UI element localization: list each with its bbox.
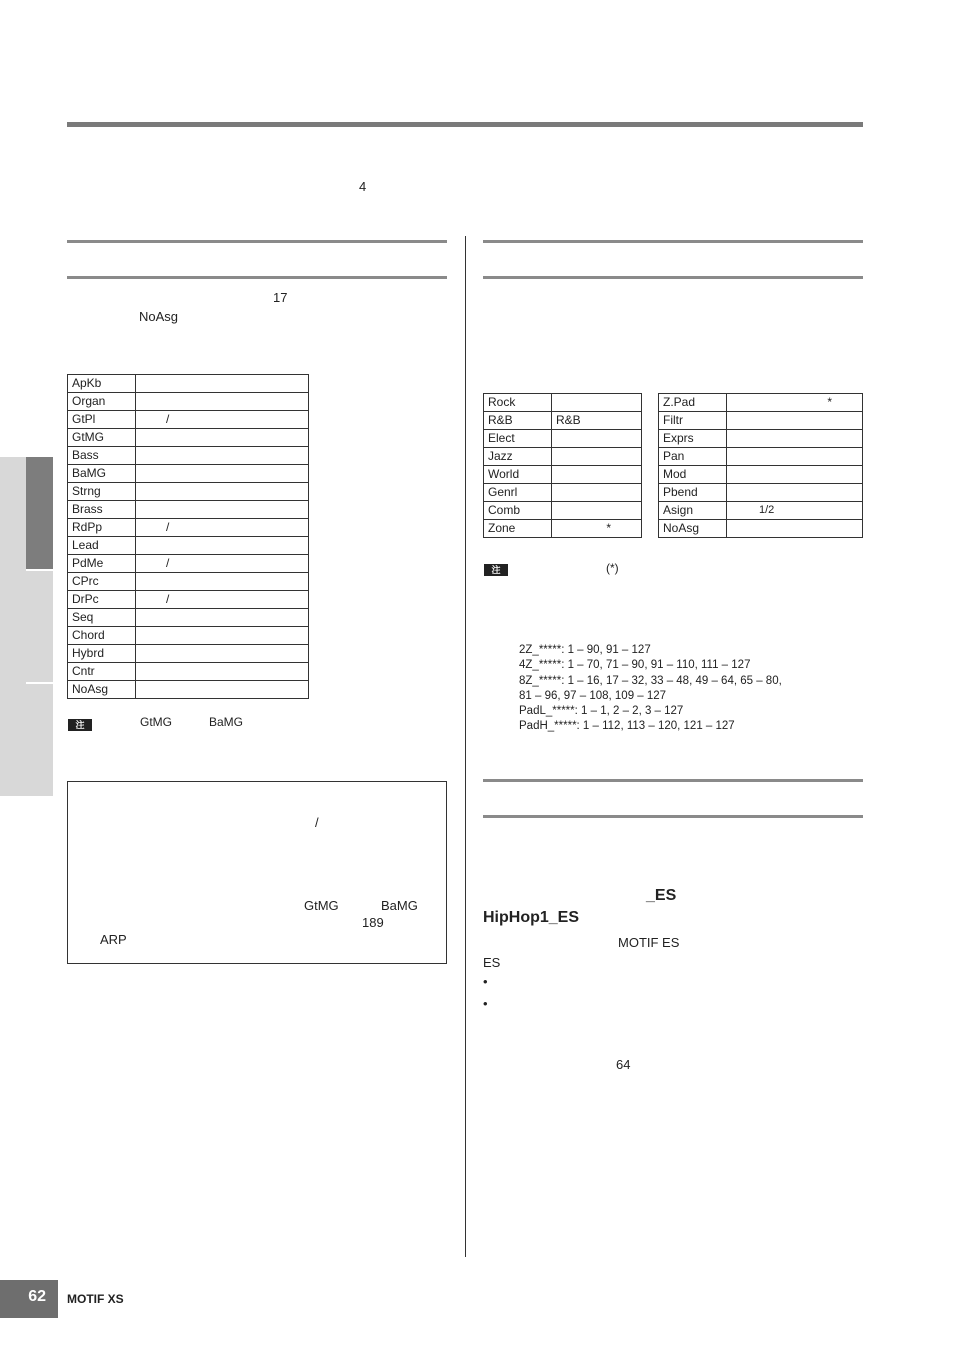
category-code: Asign: [659, 502, 727, 520]
side-tab-strip: [0, 457, 26, 796]
category-desc: [136, 501, 309, 519]
category-code: Rock: [484, 394, 552, 412]
category-code: Genrl: [484, 484, 552, 502]
category-code: Hybrd: [68, 645, 136, 663]
box-arp: ARP: [100, 932, 127, 947]
table-row: [68, 375, 309, 393]
table-row: [484, 430, 642, 448]
table-row: [484, 466, 642, 484]
es-suffix: _ES: [646, 887, 677, 904]
box-slash: /: [315, 815, 319, 830]
category-code: Lead: [68, 537, 136, 555]
category-desc: [727, 520, 863, 538]
table-row: [68, 537, 309, 555]
box-page: 189: [362, 915, 384, 930]
table-row: [659, 520, 863, 538]
category-desc: [136, 465, 309, 483]
category-code: Brass: [68, 501, 136, 519]
side-tab-3: [26, 684, 53, 796]
category-code: Chord: [68, 627, 136, 645]
category-code: RdPp: [68, 519, 136, 537]
category-code: Pan: [659, 448, 727, 466]
table-row: [68, 501, 309, 519]
category-table-a: [483, 393, 642, 538]
category-desc: [727, 466, 863, 484]
top-rule: [67, 122, 863, 127]
category-code: Seq: [68, 609, 136, 627]
category-code: Organ: [68, 393, 136, 411]
category-desc: /: [136, 411, 309, 429]
section3-page-ref: 64: [616, 1057, 631, 1072]
category-desc: [727, 484, 863, 502]
category-desc: [136, 429, 309, 447]
category-desc: [136, 663, 309, 681]
note-icon-right: 注: [484, 564, 508, 576]
category-code: Pbend: [659, 484, 727, 502]
table-row: [484, 484, 642, 502]
table-row: [659, 394, 863, 412]
zone-line: PadH_*****: 1 – 112, 113 – 120, 121 – 127: [519, 720, 735, 733]
zone-line: 81 – 96, 97 – 108, 109 – 127: [519, 689, 667, 702]
category-code: ApKb: [68, 375, 136, 393]
category-table: [67, 374, 309, 699]
left-section-rule-top: [67, 240, 447, 243]
table-row: [68, 609, 309, 627]
zone-line: PadL_*****: 1 – 1, 2 – 2, 3 – 127: [519, 705, 684, 718]
category-desc: [136, 645, 309, 663]
section3-heading: HipHop1_ES: [483, 909, 580, 926]
table-row: [68, 447, 309, 465]
bullet-1: •: [483, 974, 488, 989]
table-row: [659, 412, 863, 430]
table-row: [68, 429, 309, 447]
category-desc: [136, 609, 309, 627]
category-desc: [552, 466, 642, 484]
category-desc: *: [727, 394, 863, 412]
category-code: Cntr: [68, 663, 136, 681]
category-code: Comb: [484, 502, 552, 520]
side-tab-active: [26, 457, 53, 569]
category-code: CPrc: [68, 573, 136, 591]
category-desc: [136, 483, 309, 501]
table-row: [659, 466, 863, 484]
category-desc: [136, 537, 309, 555]
note-gtmg: GtMG: [140, 715, 172, 729]
table-row: [68, 645, 309, 663]
page-number: 62: [28, 1288, 46, 1305]
noasg-label: NoAsg: [139, 309, 179, 324]
table-row: [68, 465, 309, 483]
category-desc: [552, 484, 642, 502]
zone-line: 8Z_*****: 1 – 16, 17 – 32, 33 – 48, 49 – 64, 65 – 80,: [519, 674, 782, 687]
category-code: NoAsg: [68, 681, 136, 699]
table-row: [659, 448, 863, 466]
category-desc: *: [552, 520, 642, 538]
table-row: [68, 681, 309, 699]
zone-line: 4Z_*****: 1 – 70, 71 – 90, 91 – 110, 111 – 127: [519, 659, 751, 672]
category-code: PdMe: [68, 555, 136, 573]
section-number: 17: [273, 290, 288, 305]
table-row: [659, 484, 863, 502]
category-code: Elect: [484, 430, 552, 448]
note-bamg: BaMG: [209, 715, 244, 729]
note-icon: 注: [68, 719, 92, 731]
page-reference: 4: [359, 179, 367, 194]
category-code: GtMG: [68, 429, 136, 447]
zone-list: [519, 643, 782, 735]
table-row: [484, 394, 642, 412]
category-desc: R&B: [552, 412, 642, 430]
category-desc: /: [136, 519, 309, 537]
category-desc: [552, 430, 642, 448]
table-row: [484, 448, 642, 466]
note-asterisk: (*): [606, 561, 619, 575]
category-desc: /: [136, 591, 309, 609]
category-desc: [727, 412, 863, 430]
category-code: Z.Pad: [659, 394, 727, 412]
right-section-rule-top: [483, 240, 863, 243]
right-section-rule-bottom: [483, 276, 863, 279]
category-desc: [552, 502, 642, 520]
category-code: Mod: [659, 466, 727, 484]
table-row: [68, 519, 309, 537]
table-row: [68, 627, 309, 645]
motif-es-label: MOTIF ES: [618, 935, 680, 950]
category-code: BaMG: [68, 465, 136, 483]
category-desc: [136, 393, 309, 411]
table-row: [68, 555, 309, 573]
table-row: [484, 502, 642, 520]
right-section3-rule-top: [483, 779, 863, 782]
category-desc: [727, 448, 863, 466]
table-row: [68, 591, 309, 609]
category-code: Exprs: [659, 430, 727, 448]
category-desc: [136, 573, 309, 591]
category-desc: [727, 430, 863, 448]
table-row: [68, 663, 309, 681]
right-section3-rule-bottom: [483, 815, 863, 818]
category-desc: [136, 627, 309, 645]
column-divider: [465, 236, 466, 1257]
table-row: [484, 520, 642, 538]
category-code: R&B: [484, 412, 552, 430]
category-desc: [136, 375, 309, 393]
category-desc: [136, 681, 309, 699]
category-code: NoAsg: [659, 520, 727, 538]
table-row: [68, 573, 309, 591]
es-label: ES: [483, 955, 501, 970]
table-row: [659, 430, 863, 448]
category-desc: [136, 447, 309, 465]
category-table-b: [658, 393, 863, 538]
side-tab-2: [26, 571, 53, 682]
category-desc: 1/2: [727, 502, 863, 520]
bullet-2: •: [483, 996, 488, 1011]
box-bamg: BaMG: [381, 898, 418, 913]
box-gtmg: GtMG: [304, 898, 339, 913]
category-code: World: [484, 466, 552, 484]
category-desc: [552, 394, 642, 412]
table-row: [68, 393, 309, 411]
category-code: Zone: [484, 520, 552, 538]
category-code: Bass: [68, 447, 136, 465]
table-row: [68, 483, 309, 501]
left-section-rule-bottom: [67, 276, 447, 279]
product-name: MOTIF XS: [67, 1292, 124, 1306]
table-row: [484, 412, 642, 430]
category-desc: /: [136, 555, 309, 573]
category-code: Filtr: [659, 412, 727, 430]
category-desc: [552, 448, 642, 466]
category-code: GtPl: [68, 411, 136, 429]
table-row: [68, 411, 309, 429]
category-code: Jazz: [484, 448, 552, 466]
category-code: Strng: [68, 483, 136, 501]
table-row: [659, 502, 863, 520]
zone-line: 2Z_*****: 1 – 90, 91 – 127: [519, 644, 651, 656]
category-code: DrPc: [68, 591, 136, 609]
